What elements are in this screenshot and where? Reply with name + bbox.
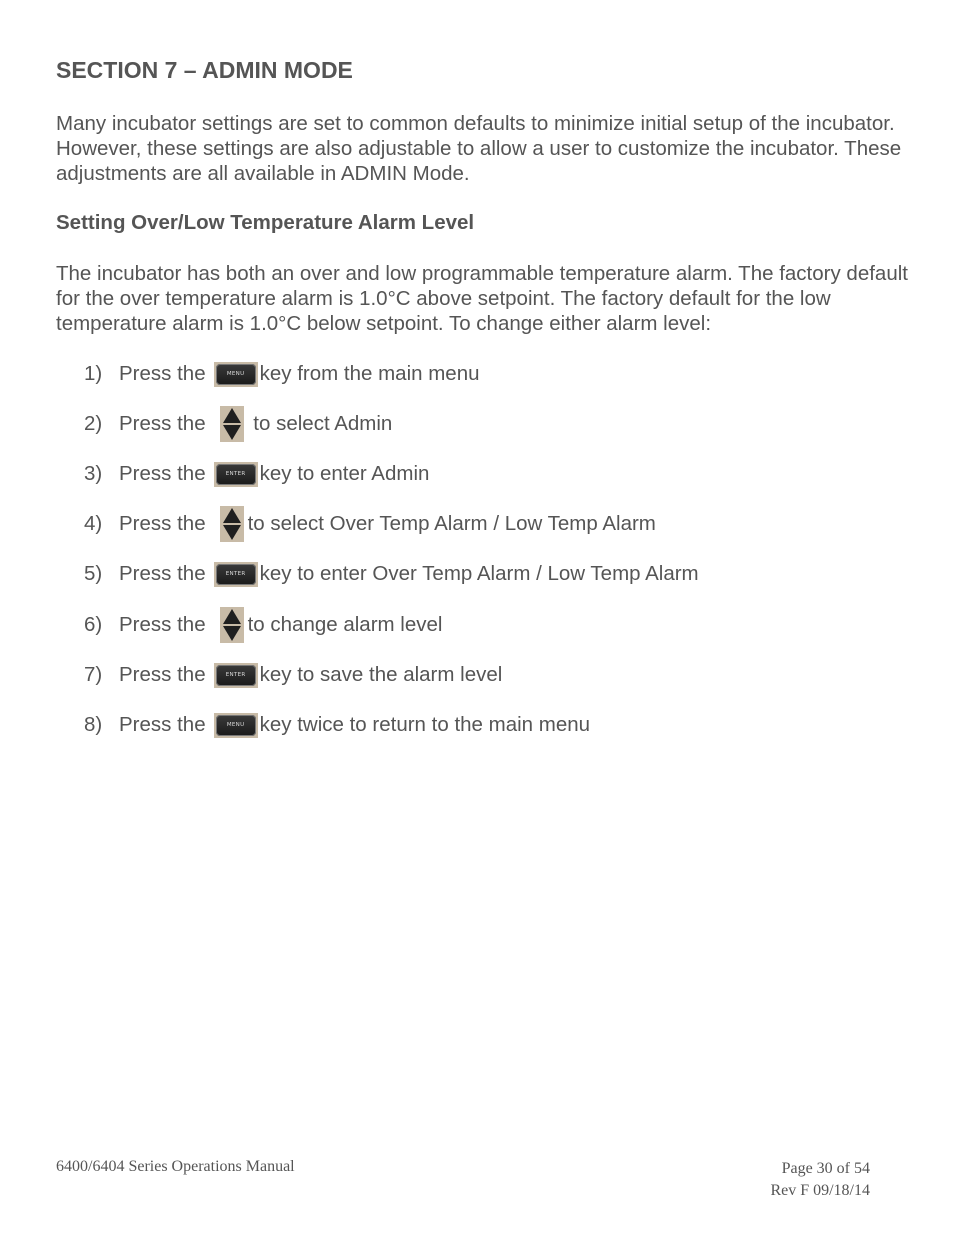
step-prefix: Press the	[119, 562, 206, 585]
list-item	[84, 356, 480, 392]
step-number: 5)	[84, 562, 103, 585]
footer-manual-name: 6400/6404 Series Operations Manual	[56, 1158, 295, 1175]
list-item	[84, 506, 656, 542]
list-item	[84, 607, 442, 643]
step-number: 3)	[84, 462, 103, 485]
step-text: to select Admin	[247, 412, 393, 435]
intro-paragraph: Many incubator settings are set to common defaults to minimize initial setup of the incubator. However, these settings are also adjustable to allow a user to customize the incubator. These adjustments are all available in ADMIN Mode.	[56, 112, 902, 185]
step-prefix: Press the	[119, 462, 206, 485]
step-prefix: Press the	[119, 512, 206, 535]
enter-key-icon	[214, 663, 258, 688]
step-text: key to enter Admin	[259, 462, 430, 485]
key-face	[216, 564, 256, 585]
list-item	[84, 406, 392, 442]
step-prefix: Press the	[119, 663, 206, 686]
step-prefix: Press the	[119, 362, 206, 385]
key-face	[216, 464, 256, 485]
list-item	[84, 707, 590, 743]
step-prefix: Press the	[119, 412, 206, 435]
section-title: SECTION 7 – ADMIN MODE	[56, 57, 353, 83]
step-text: key from the main menu	[259, 362, 480, 385]
step-number: 7)	[84, 663, 103, 686]
alarm-paragraph: The incubator has both an over and low programmable temperature alarm. The factory default for the over temperature alarm is 1.0°C above setpoint. The factory default for the low temperature alarm is 1.0°C below setpoint. To change either alarm level:	[56, 262, 908, 335]
key-label: MENU	[226, 371, 245, 377]
key-label: MENU	[226, 722, 245, 728]
footer-revision: Rev F 09/18/14	[770, 1182, 870, 1199]
key-face	[216, 665, 256, 686]
step-number: 4)	[84, 512, 103, 535]
key-face	[216, 364, 256, 385]
step-number: 8)	[84, 713, 103, 736]
up-down-arrow-key-icon	[220, 607, 244, 643]
key-label: ENTER	[225, 672, 246, 678]
step-text: key twice to return to the main menu	[259, 713, 591, 736]
key-face	[216, 715, 256, 736]
step-text: key to enter Over Temp Alarm / Low Temp Alarm	[259, 562, 699, 585]
footer-page-info	[770, 1158, 870, 1202]
menu-key-icon	[214, 713, 258, 738]
list-item	[84, 456, 429, 492]
list-item	[84, 556, 699, 592]
up-down-arrow-key-icon	[220, 506, 244, 542]
enter-key-icon	[214, 462, 258, 487]
key-label: ENTER	[225, 471, 246, 477]
step-number: 6)	[84, 613, 103, 636]
step-prefix: Press the	[119, 713, 206, 736]
footer-page-number: Page 30 of 54	[781, 1160, 870, 1177]
step-text: key to save the alarm level	[259, 663, 503, 686]
step-text: to select Over Temp Alarm / Low Temp Alarm	[247, 512, 656, 535]
enter-key-icon	[214, 562, 258, 587]
step-text: to change alarm level	[247, 613, 443, 636]
step-number: 2)	[84, 412, 103, 435]
step-prefix: Press the	[119, 613, 206, 636]
key-label: ENTER	[225, 571, 246, 577]
alarm-subheading: Setting Over/Low Temperature Alarm Level	[56, 211, 475, 234]
up-down-arrow-key-icon	[220, 406, 244, 442]
menu-key-icon	[214, 362, 258, 387]
step-number: 1)	[84, 362, 103, 385]
list-item	[84, 657, 502, 693]
